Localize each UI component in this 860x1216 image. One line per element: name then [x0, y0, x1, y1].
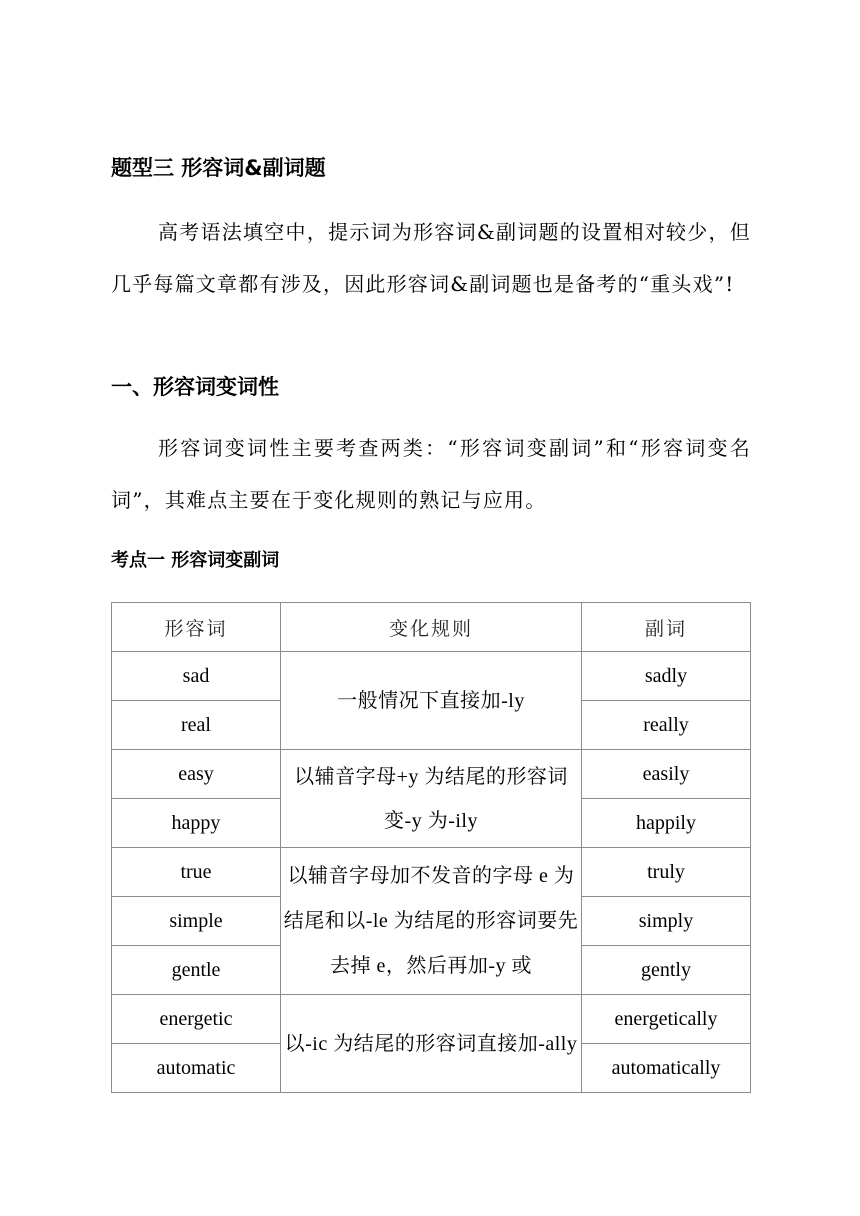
rule-cell: 以辅音字母+y 为结尾的形容词变-y 为-ily	[281, 750, 582, 848]
header-rule: 变化规则	[281, 603, 582, 652]
header-adjective: 形容词	[112, 603, 281, 652]
subsection-heading: 考点一 形容词变副词	[111, 550, 280, 571]
adverb-cell: automatically	[582, 1044, 751, 1093]
adjective-cell: gentle	[112, 946, 281, 995]
rule-cell: 以-ic 为结尾的形容词直接加-ally	[281, 995, 582, 1093]
adjective-cell: energetic	[112, 995, 281, 1044]
rule-cell: 一般情况下直接加-ly	[281, 652, 582, 750]
adverb-cell: easily	[582, 750, 751, 799]
adverb-cell: really	[582, 701, 751, 750]
intro-paragraph: 高考语法填空中，提示词为形容词&副词题的设置相对较少，但几乎每篇文章都有涉及，因此形容词&副词题也是备考的“重头戏”!	[111, 220, 751, 296]
header-adverb: 副词	[582, 603, 751, 652]
adjective-cell: simple	[112, 897, 281, 946]
adverb-cell: happily	[582, 799, 751, 848]
adverb-cell: gently	[582, 946, 751, 995]
adverb-cell: truly	[582, 848, 751, 897]
table-header-row	[112, 603, 751, 652]
section-heading: 一、形容词变词性	[111, 375, 279, 399]
page-title: 题型三 形容词&副词题	[111, 156, 326, 180]
adjective-adverb-table	[111, 602, 751, 1093]
adverb-cell: energetically	[582, 995, 751, 1044]
adjective-cell: automatic	[112, 1044, 281, 1093]
adjective-cell: easy	[112, 750, 281, 799]
adjective-cell: happy	[112, 799, 281, 848]
adjective-cell: sad	[112, 652, 281, 701]
adjective-cell: real	[112, 701, 281, 750]
rule-cell: 以辅音字母加不发音的字母 e 为结尾和以-le 为结尾的形容词要先去掉 e，然后再加-y 或	[281, 848, 582, 995]
table-row	[112, 652, 751, 701]
table-row	[112, 848, 751, 897]
table-row	[112, 750, 751, 799]
table-row	[112, 995, 751, 1044]
adverb-cell: sadly	[582, 652, 751, 701]
section-paragraph: 形容词变词性主要考查两类：“形容词变副词”和“形容词变名词”，其难点主要在于变化规则的熟记与应用。	[111, 436, 751, 512]
adjective-cell: true	[112, 848, 281, 897]
adverb-cell: simply	[582, 897, 751, 946]
